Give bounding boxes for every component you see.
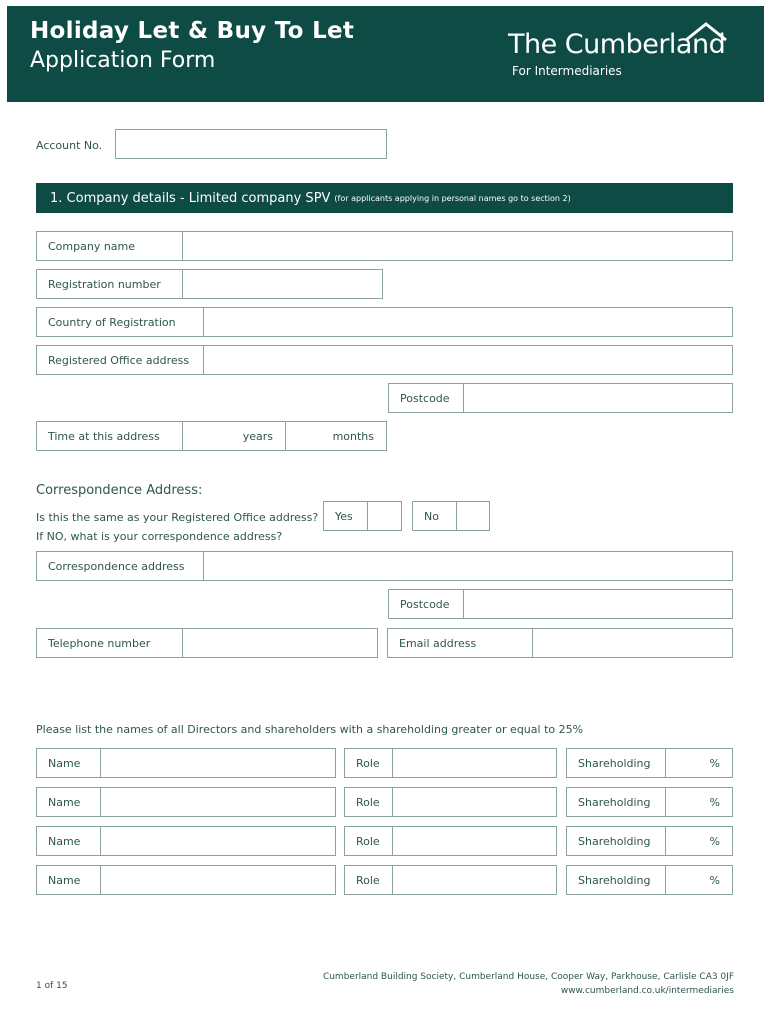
director-role-label: Role bbox=[344, 865, 393, 895]
director-role-label: Role bbox=[344, 787, 393, 817]
correspondence-postcode-label: Postcode bbox=[388, 589, 464, 619]
account-number-label: Account No. bbox=[36, 139, 103, 152]
postcode-input[interactable] bbox=[463, 383, 733, 413]
footer-contact bbox=[323, 970, 734, 998]
email-input[interactable] bbox=[532, 628, 733, 658]
correspondence-address-label: Correspondence address bbox=[36, 551, 204, 581]
years-input[interactable]: years bbox=[182, 421, 286, 451]
form-subtitle: Application Form bbox=[30, 48, 216, 73]
director-name-input[interactable] bbox=[100, 787, 336, 817]
same-address-question: Is this the same as your Registered Office address? bbox=[36, 511, 319, 524]
director-role-input[interactable] bbox=[392, 748, 557, 778]
telephone-input[interactable] bbox=[182, 628, 378, 658]
registered-office-address-label: Registered Office address bbox=[36, 345, 204, 375]
director-role-input[interactable] bbox=[392, 787, 557, 817]
house-roof-icon bbox=[683, 20, 729, 42]
telephone-label: Telephone number bbox=[36, 628, 183, 658]
country-of-registration-input[interactable] bbox=[203, 307, 733, 337]
correspondence-address-input[interactable] bbox=[203, 551, 733, 581]
yes-label: Yes bbox=[323, 501, 368, 531]
time-at-address-label: Time at this address bbox=[36, 421, 183, 451]
form-title: Holiday Let & Buy To Let bbox=[30, 18, 355, 44]
page-number: 1 of 15 bbox=[36, 981, 68, 991]
registration-number-label: Registration number bbox=[36, 269, 183, 299]
no-checkbox[interactable] bbox=[456, 501, 490, 531]
shareholding-input[interactable]: % bbox=[665, 826, 733, 856]
brand-logo-text: The Cumberland bbox=[508, 29, 726, 60]
shareholding-label: Shareholding bbox=[566, 787, 666, 817]
shareholding-input[interactable]: % bbox=[665, 787, 733, 817]
director-name-input[interactable] bbox=[100, 826, 336, 856]
country-of-registration-label: Country of Registration bbox=[36, 307, 204, 337]
director-role-input[interactable] bbox=[392, 826, 557, 856]
postcode-label: Postcode bbox=[388, 383, 464, 413]
section-1-title: 1. Company details - Limited company SPV bbox=[50, 190, 331, 206]
shareholding-label: Shareholding bbox=[566, 826, 666, 856]
correspondence-heading: Correspondence Address: bbox=[36, 483, 203, 498]
shareholding-label: Shareholding bbox=[566, 865, 666, 895]
footer-website[interactable]: www.cumberland.co.uk/intermediaries bbox=[560, 986, 734, 996]
months-input[interactable]: months bbox=[285, 421, 387, 451]
director-role-label: Role bbox=[344, 748, 393, 778]
email-label: Email address bbox=[387, 628, 533, 658]
correspondence-postcode-input[interactable] bbox=[463, 589, 733, 619]
director-name-input[interactable] bbox=[100, 865, 336, 895]
no-label: No bbox=[412, 501, 457, 531]
directors-instruction: Please list the names of all Directors and shareholders with a shareholding greater or equal to 25% bbox=[36, 723, 584, 736]
shareholding-label: Shareholding bbox=[566, 748, 666, 778]
director-role-label: Role bbox=[344, 826, 393, 856]
director-name-label: Name bbox=[36, 748, 101, 778]
section-1-header bbox=[36, 183, 733, 213]
shareholding-input[interactable]: % bbox=[665, 748, 733, 778]
director-name-label: Name bbox=[36, 865, 101, 895]
brand-tagline: For Intermediaries bbox=[512, 64, 622, 78]
company-name-input[interactable] bbox=[182, 231, 733, 261]
footer-address: Cumberland Building Society, Cumberland House, Cooper Way, Parkhouse, Carlisle CA3 0JF bbox=[322, 972, 734, 982]
yes-checkbox[interactable] bbox=[367, 501, 402, 531]
section-1-note: (for applicants applying in personal names go to section 2) bbox=[334, 193, 571, 203]
account-number-input[interactable] bbox=[115, 129, 387, 159]
director-name-label: Name bbox=[36, 787, 101, 817]
shareholding-input[interactable]: % bbox=[665, 865, 733, 895]
registered-office-address-input[interactable] bbox=[203, 345, 733, 375]
registration-number-input[interactable] bbox=[182, 269, 383, 299]
director-name-input[interactable] bbox=[100, 748, 336, 778]
company-name-label: Company name bbox=[36, 231, 183, 261]
director-name-label: Name bbox=[36, 826, 101, 856]
if-no-instruction: If NO, what is your correspondence address? bbox=[36, 530, 283, 543]
director-role-input[interactable] bbox=[392, 865, 557, 895]
